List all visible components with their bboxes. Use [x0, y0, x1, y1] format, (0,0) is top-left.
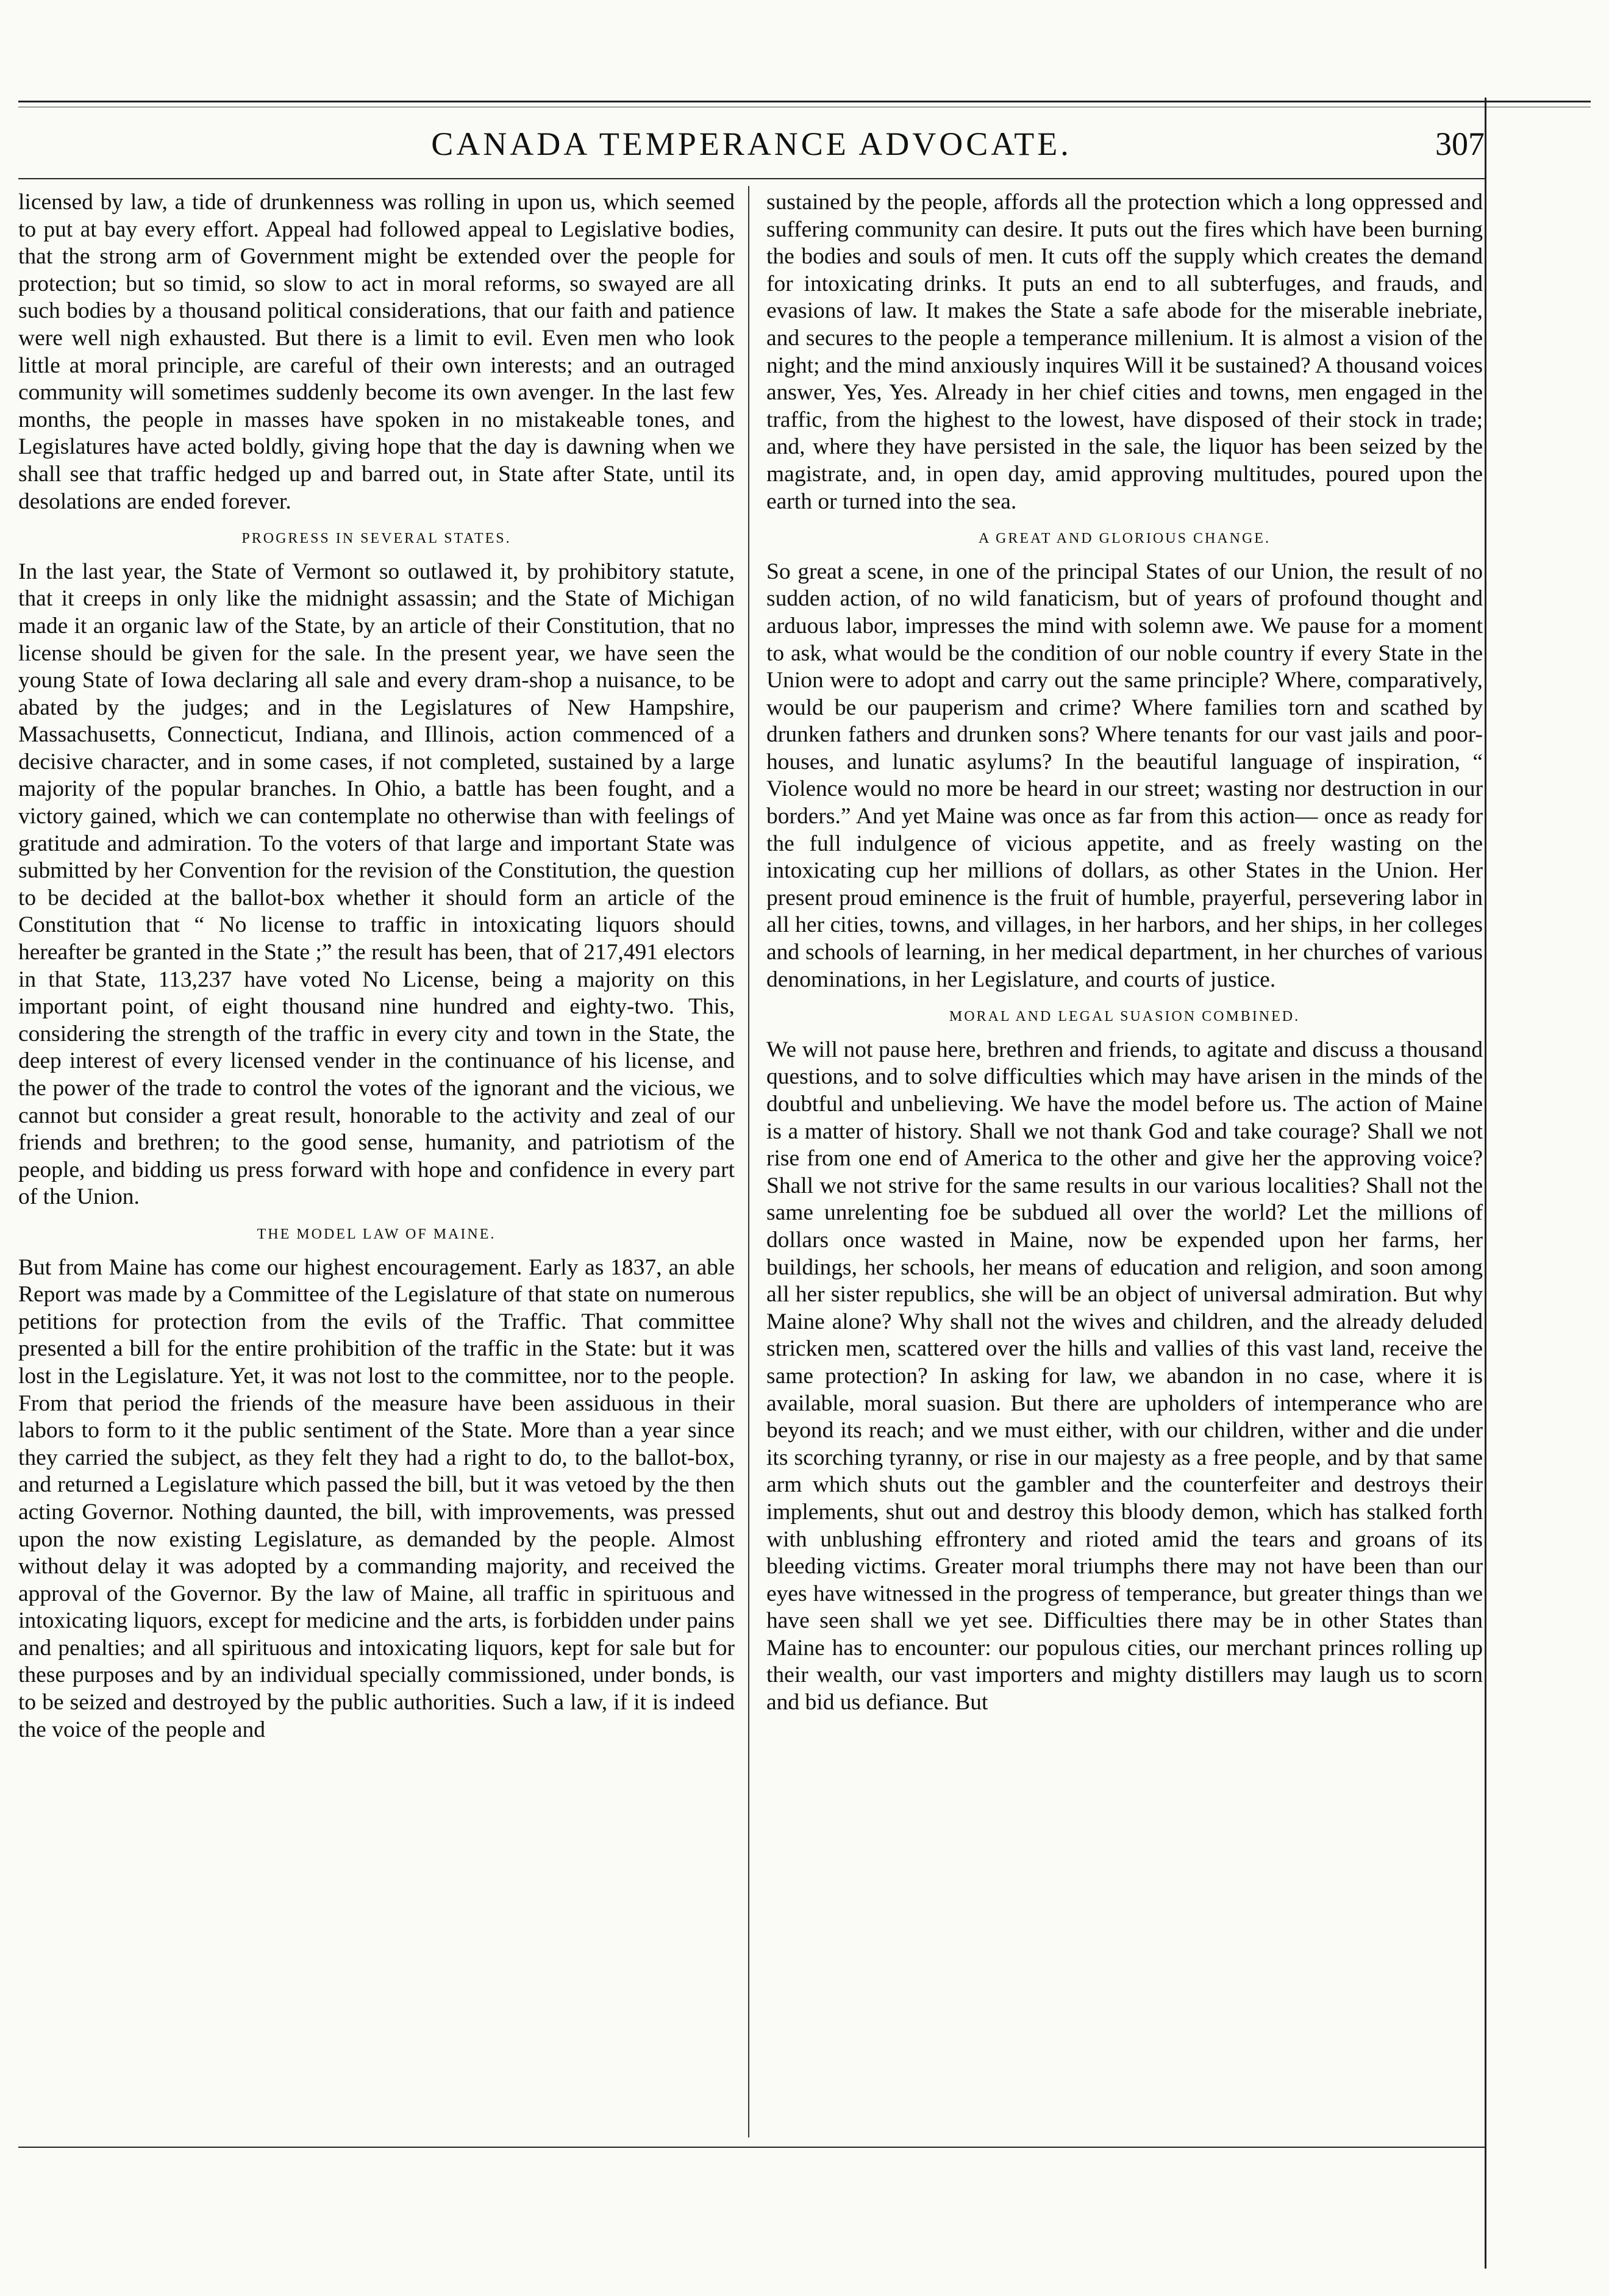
paragraph: In the last year, the State of Vermont so outlawed it, by prohibitory statute, that it creeps in only like the midnight assassin; and the State of Michigan made it an organic law of the State, by an article of their Constitution, that no license should be given for the sale. In the present year, we have seen the young State of Iowa declaring all sale and every dram-shop a nuisance, to be abated by the judges; and in the Legislatures of New Hampshire, Massachusetts, Connecticut, Indiana, and Illinois, action commenced of a decisive character, and in some cases, if not completed, sustained by a large majority of the popular branches. In Ohio, a battle has been fought, and a victory gained, which we can contemplate no otherwise than with feelings of gratitude and admiration. To the voters of that large and important State was submitted by her Convention for the revision of the Constitution, the question to be decided at the ballot-box whether it should form an article of the Constitution that “ No license to traffic in intoxicating liquors should hereafter be granted in the State ;” the result has been, that of 217,491 electors in that State, 113,237 have voted No License, being a majority on this important point, of eight thousand nine hundred and eighty-two. This, considering the strength of the traffic in every city and town in the State, the deep interest of every licensed vender in the continuance of his license, and the power of the trade to control the votes of the ignorant and the vicious, we cannot but consider a great result, honorable to the activity and zeal of our friends and brethren; to the good sense, humanity, and patriotism of the people, and bidding us press forward with hope and confidence in every part of the Union.: [18, 559, 735, 1210]
right-border-rule: [1485, 98, 1486, 2269]
bottom-rule: [18, 2147, 1485, 2148]
left-column: [18, 189, 735, 2137]
page-header: [18, 125, 1485, 174]
right-column: [766, 189, 1483, 2137]
header-rule: [18, 178, 1485, 179]
paragraph: licensed by law, a tide of drunkenness was rolling in upon us, which seemed to put at bay every effort. Appeal had followed appeal to Legislative bodies, that the strong arm of Government might be extended over the people for protection; but so timid, so slow to act in moral reforms, so swayed are all such bodies by a thousand political considerations, that our faith and patience were well nigh exhausted. But there is a limit to evil. Even men who look little at moral principle, are careful of their own interests; and an outraged community will sometimes suddenly become its own avenger. In the last few months, the people in masses have spoken in no mistakeable tones, and Legislatures have acted boldly, giving hope that the day is dawning when we shall see that traffic hedged up and barred out, in State after State, until its desolations are ended forever.: [18, 190, 735, 514]
page-number: 307: [1435, 126, 1485, 162]
paragraph: So great a scene, in one of the principal States of our Union, the result of no sudden action, of no wild fanaticism, but of years of profound thought and arduous labor, impresses the mind with solemn awe. We pause for a moment to ask, what would be the condition of our noble country if every State in the Union were to adopt and carry out the same principle? Where, comparatively, would be our pauperism and crime? Where families torn and scathed by drunken fathers and drunken sons? Where tenants for our vast jails and poor-houses, and lunatic asylums? In the beautiful language of inspiration, “ Violence would no more be heard in our street; wasting nor destruction in our borders.” And yet Maine was once as far from this action— once as ready for the full indulgence of vicious appetite, and as freely wasting on the intoxicating cup her millions of dollars, as other States in the Union. Her present proud eminence is the fruit of humble, prayerful, persevering labor in all her cities, towns, and villages, in her harbors, and her ships, in her colleges and schools of learning, in her medical department, in her churches of various denominations, in her Legislature, and courts of justice.: [766, 559, 1483, 992]
paragraph: We will not pause here, brethren and friends, to agitate and discuss a thousand questions, and to solve difficulties which may have arisen in the minds of the doubtful and unbelieving. We have the model before us. The action of Maine is a matter of history. Shall we not thank God and take courage? Shall we not rise from one end of America to the other and give her the approving voice? Shall we not strive for the same results in our various localities? Shall not the same unrelenting foe be subdued all over the world? Let the millions of dollars once wasted in Maine, now be expended upon her farms, her buildings, her schools, her means of education and religion, and soon among all her sister republics, she will be an object of universal admiration. But why Maine alone? Why shall not the wives and children, and the already deluded stricken men, scattered over the hills and vallies of this vast land, receive the same protection? In asking for law, we abandon in no case, where it is available, moral suasion. But there are upholders of intemperance who are beyond its reach; and we must either, with our children, wither and die under its scorching tyranny, or rise in our majesty as a free people, and by that same arm which shuts out the gambler and the counterfeiter and destroys their implements, shut out and destroy this bloody demon, which has stalked forth with unblushing effrontery and rioted amid the tears and groans of its bleeding victims. Greater moral triumphs there may not have been than our eyes have witnessed in the progress of temperance, but greater things than we have seen shall we yet see. Difficulties there may be in other States than Maine has to encounter: our populous cities, our merchant princes rolling up their wealth, our vast importers and mighty distillers may laugh us to scorn and bid us defiance. But: [766, 1037, 1483, 1715]
column-divider: [748, 186, 749, 2137]
running-title: CANADA TEMPERANCE ADVOCATE.: [431, 126, 1072, 162]
paragraph: sustained by the people, affords all the protection which a long oppressed and suffering community can desire. It puts out the fires which have been burning the bodies and souls of men. It cuts off the supply which creates the demand for intoxicating drinks. It puts an end to all subterfuges, and frauds, and evasions of law. It makes the State a safe abode for the miserable inebriate, and secures to the people a temperance millenium. It is almost a vision of the night; and the mind anxiously inquires Will it be sustained? A thousand voices answer, Yes, Yes. Already in her chief cities and towns, men engaged in the traffic, from the highest to the lowest, have disposed of their stock in trade; and, where they have persisted in the sale, the liquor has been seized by the magistrate, and, in open day, amid approving multitudes, poured upon the earth or turned into the sea.: [766, 190, 1483, 514]
section-heading: THE MODEL LAW OF MAINE.: [257, 1226, 496, 1242]
paragraph: But from Maine has come our highest encouragement. Early as 1837, an able Report was made by a Committee of the Legislature of that state on numerous petitions for protection from the evils of the Traffic. That committee presented a bill for the entire prohibition of the traffic in the State: but it was lost in the Legislature. Yet, it was not lost to the committee, nor to the people. From that period the friends of the measure have been assiduous in their labors to form to it the public sentiment of the State. More than a year since they carried the subject, as they felt they had a right to do, to the ballot-box, and returned a Legislature which passed the bill, but it was vetoed by the then acting Governor. Nothing daunted, the bill, with improvements, was pressed upon the now existing Legislature, as demanded by the people. Almost without delay it was adopted by a commanding majority, and received the approval of the Governor. By the law of Maine, all traffic in spirituous and intoxicating liquors, except for medicine and the arts, is forbidden under pains and penalties; and all spirituous and intoxicating liquors, kept for sale but for these purposes and by an individual specially commissioned, under bonds, is to be seized and destroyed by the public authorities. Such a law, if it is indeed the voice of the people and: [18, 1254, 735, 1742]
section-heading: A GREAT AND GLORIOUS CHANGE.: [979, 531, 1271, 547]
section-heading: PROGRESS IN SEVERAL STATES.: [241, 531, 512, 547]
section-heading: MORAL AND LEGAL SUASION COMBINED.: [949, 1009, 1300, 1025]
top-rule: [18, 101, 1591, 102]
